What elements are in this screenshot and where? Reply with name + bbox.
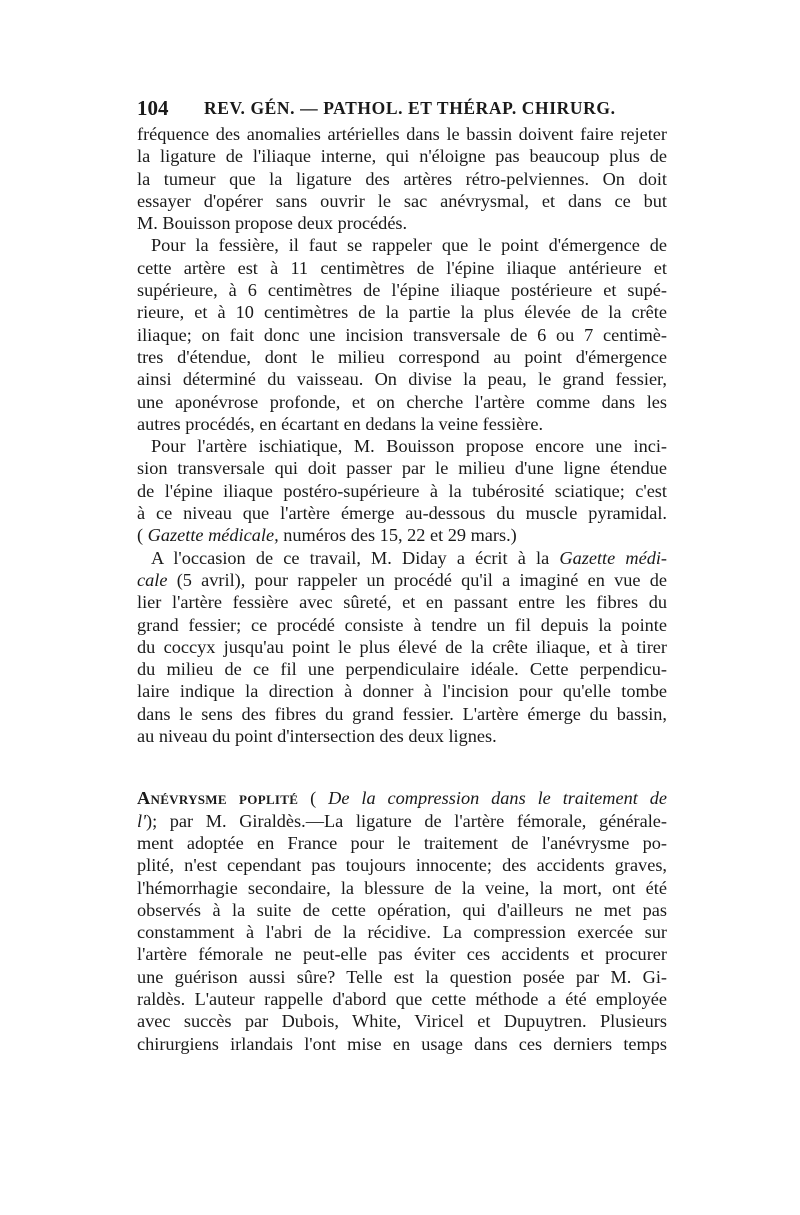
paren: (: [310, 788, 317, 809]
section-gap: [137, 747, 667, 787]
text-line: fréquence des anomalies artérielles dans le bassin doivent faire rejeter: [137, 124, 667, 144]
text-line: essayer d'opérer sans ouvrir le sac anévrysmal, et dans ce but: [137, 190, 667, 211]
text-line: la tumeur que la ligature des artères rétro-pelviennes. On doit: [137, 168, 667, 189]
text-line: iliaque; on fait donc une incision transversale de 6 ou 7 centimè-: [137, 324, 667, 345]
page-header: [137, 93, 667, 123]
text-line: plité, n'est cependant pas toujours innocente; des accidents graves,: [137, 855, 667, 876]
text-segment: (5 avril), pour rappeler un procédé qu'il a imaginé en vue de: [176, 569, 667, 590]
text-line: avec succès par Dubois, White, Viricel et Dupuytren. Plusieurs: [137, 1011, 667, 1032]
citation-gazette: Gazette médi-: [559, 547, 667, 568]
text-segment: ); par M. Giraldès.—La ligature de l'artère fémorale, générale-: [146, 810, 667, 831]
space: [167, 570, 176, 590]
text-segment: numéros des 15, 22 et 29 mars.): [283, 525, 517, 546]
text-line: grand fessier; ce procédé consiste à tendre un fil depuis la pointe: [137, 614, 667, 635]
article-title: De la compression dans le traitement de: [328, 788, 667, 809]
text-line: laire indique la direction à donner à l'incision pour qu'elle tombe: [137, 681, 667, 702]
text-line: Pour l'artère ischiatique, M. Bouisson propose encore une inci-: [151, 436, 667, 457]
text-line: chirurgiens irlandais l'ont mise en usage dans ces derniers temps: [137, 1033, 667, 1054]
text-line: cette artère est à 11 centimètres de l'épine iliaque antérieure et: [137, 257, 667, 278]
text-line: une guérison aussi sûre? Telle est la question posée par M. Gi-: [137, 966, 667, 987]
text-line: l'artère fémorale ne peut-elle pas éviter ces accidents et procurer: [137, 944, 667, 965]
text-line: rieure, et à 10 centimètres de la partie la plus élevée de la crête: [137, 302, 667, 323]
space: [316, 788, 328, 808]
text-line: M. Bouisson propose deux procédés.: [137, 213, 408, 234]
text-line: de l'épine iliaque postéro-supérieure à la tubérosité sciatique; c'est: [137, 480, 667, 501]
text-line: [137, 787, 667, 809]
citation-gazette: cale: [137, 569, 168, 590]
text-line: au niveau du point d'intersection des deux lignes.: [137, 726, 497, 747]
body-text: [137, 123, 667, 1055]
text-line: [137, 569, 667, 591]
text-line: la ligature de l'iliaque interne, qui n'éloigne pas beaucoup plus de: [137, 146, 667, 167]
text-line: supérieure, à 6 centimètres de l'épine iliaque postérieure et supé-: [137, 280, 667, 301]
text-line: une aponévrose profonde, et on cherche l'artère comme dans les: [137, 391, 667, 412]
text-line: observés à la suite de cette opération, qui d'ailleurs ne met pas: [137, 899, 667, 920]
citation-gazette: Gazette médicale,: [147, 525, 279, 546]
text-line: tres d'étendue, dont le milieu correspond au point d'émergence: [137, 346, 667, 367]
text-line: à ce niveau que l'artère émerge au-dessous du muscle pyramidal.: [137, 503, 667, 524]
text-line: raldès. L'auteur rappelle d'abord que cette méthode a été employée: [137, 988, 667, 1009]
text-line: ainsi déterminé du vaisseau. On divise la peau, le grand fessier,: [137, 369, 667, 390]
text-line: [137, 547, 667, 569]
text-line: du milieu de ce fil une perpendiculaire idéale. Cette perpendicu-: [137, 659, 667, 680]
text-line: [137, 524, 667, 546]
text-line: l'hémorrhagie secondaire, la blessure de la veine, la mort, ont été: [137, 877, 667, 898]
space: [298, 788, 310, 808]
text-line: ment adoptée en France pour le traitement de l'anévrysme po-: [137, 832, 667, 853]
paren: (: [137, 525, 144, 546]
text-segment: A l'occasion de ce travail, M. Diday a écrit à la: [151, 547, 550, 568]
text-line: lier l'artère fessière avec sûreté, et en passant entre les fibres du: [137, 592, 667, 613]
text-line: Pour la fessière, il faut se rappeler que le point d'émergence de: [151, 235, 667, 256]
text-line: sion transversale qui doit passer par le milieu d'une ligne étendue: [137, 458, 667, 479]
running-head: REV. GÉN. — PATHOL. ET THÉRAP. CHIRURG.: [204, 98, 616, 118]
text-line: constamment à l'abri de la récidive. La compression exercée sur: [137, 922, 667, 943]
text-line: [137, 810, 667, 832]
page-number: 104: [137, 96, 169, 120]
section-heading: Anévrysme poplité: [137, 788, 299, 809]
text-line: du coccyx jusqu'au point le plus élevé de la crête iliaque, et à tirer: [137, 636, 667, 657]
text-line: dans le sens des fibres du grand fessier. L'artère émerge du bassin,: [137, 703, 667, 724]
text-line: autres procédés, en écartant en dedans la veine fessière.: [137, 413, 544, 434]
article-title: l': [137, 810, 146, 831]
space: [549, 548, 559, 568]
